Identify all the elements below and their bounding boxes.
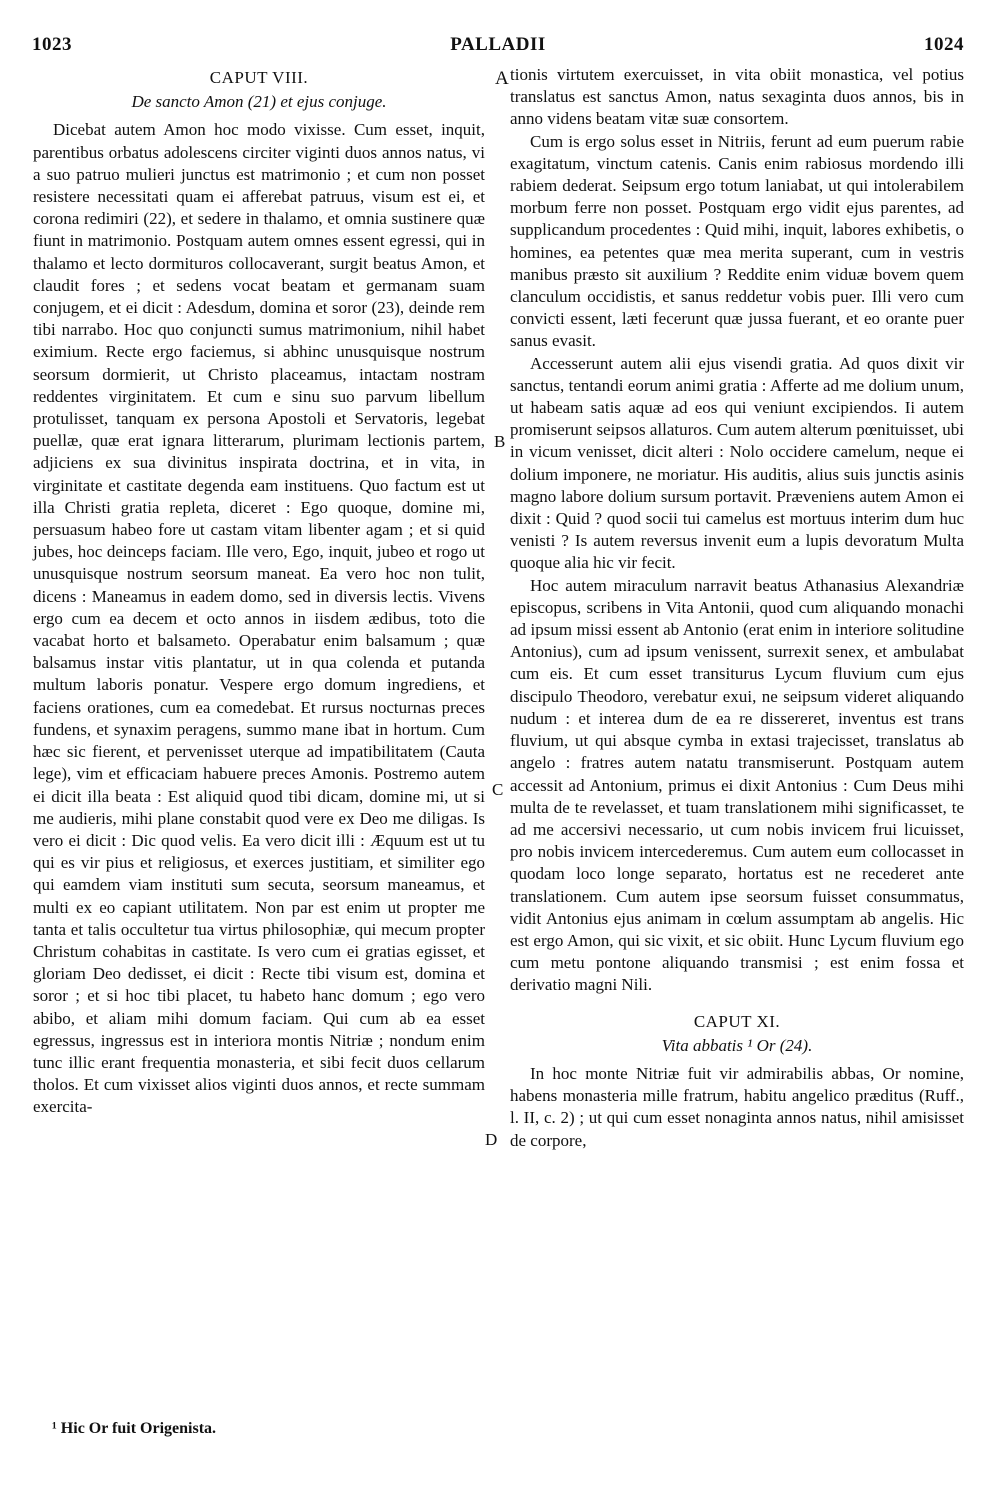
left-column — [33, 64, 485, 1119]
margin-letter-a: A — [495, 68, 509, 89]
right-column — [510, 64, 964, 1152]
body-paragraph: Cum is ergo solus esset in Nitriis, ferunt ad eum puerum rabie exagitatum, vinctum catenis. Canis enim rabiosus mordendo illi rabiem dederat. Seipsum ergo totum laniabat, ut qui intolerabilem morbum ferre non posset. Postquam ergo vidit ejus parentes, ad supplicandum procedentes : Quid mihi, inquit, labores exhibetis, o homines, ea petentes quæ mea merita superant, cum in vestris manibus præsto sit auxilium ? Reddite enim viduæ bovem quem clanculum occidistis, et sanus reddetur vobis puer. Illi vero cum convicti essent, læti fecerunt quæ jussa fuerant, et eo orante puer sanus evasit. — [510, 131, 964, 351]
chapter-heading: CAPUT VIII. — [209, 68, 309, 87]
footnote: ¹ Hic Or fuit Origenista. — [52, 1420, 217, 1437]
body-paragraph: tionis virtutem exercuisset, in vita obiit monastica, vel potius translatus est sanctus Amon, natus sexaginta duos annos, bis in anno videns beatam vitæ suæ consortem. — [510, 65, 964, 129]
margin-letter-d: D — [485, 1130, 498, 1149]
chapter-heading: CAPUT XI. — [693, 1011, 781, 1031]
body-paragraph: Accesserunt autem alii ejus visendi gratia. Ad quos dixit vir sanctus, tentandi eorum animi gratia : Afferte ad me dolium unum, ut habeam satis aquæ ad eos qui veniunt excipiendos. Ii autem promiserunt seipsos allaturos. Cum autem alterum pœnituisset, ubi in vicum venisset, dicit alteri : Nolo occidere camelum, neque ei dolium imponere, ne moriatur. His auditis, alius suis junctis asinis magno labore dolium sursum portavit. Præveniens autem Amon ei dixit : Quid ? quod socii tui camelus est mortuus interim dum huc venisti ? Is autem reversus invenit eum a lupis devoratum Multa quoque alia hic vir fecit. — [510, 353, 964, 573]
margin-letter-c: C — [492, 780, 504, 799]
right-page-number: 1024 — [924, 34, 964, 55]
body-paragraph: In hoc monte Nitriæ fuit vir admirabilis abbas, Or nomine, habens monasteria mille fratrum, habitu angelico præditus (Ruff., l. II, c. 2) ; ut qui cum esset nonaginta annos natus, nihil amisisset de corpore, — [510, 1063, 964, 1150]
left-page-number: 1023 — [32, 34, 72, 55]
chapter-subtitle: De sancto Amon (21) et ejus conjuge. — [131, 92, 387, 112]
body-paragraph: Dicebat autem Amon hoc modo vixisse. Cum esset, inquit, parentibus orbatus adolescens circiter viginti duos annos natus, vi a suo patruo mulieri junctus est matrimonio ; et cum non posset resistere necessitati quam ei afferebat patruus, visum est ei, et corona redimiri (22), et sedere in thalamo, et omnia sustinere quæ fiunt in matrimonio. Postquam autem omnes essent egressi, qui in thalamo et lecto dormituros collocaverant, surgit beatus Amon, et claudit fores ; et sedens vocat beatam et germanam suam conjugem, et ei dicit : Adesdum, domina et soror (23), deinde rem tibi narrabo. Hoc quo conjuncti sumus matrimonium, nihil habet eximium. Recte ergo faciemus, si abhinc unusquisque nostrum seorsum dormierit, ut Christo placeamus, intactam nostram reddentes virginitatem. Et cum e sinu suo parvum libellum protulisset, tanquam ex persona Apostoli et Servatoris, legebat puellæ, quæ erat ignara litterarum, plurimam lectionis partem, adjiciens ex sua divinitus inspirata doctrina, et in vita, in virginitate et castitate degenda eam instituens. Quo factum est ut illa Christi gratia repleta, diceret : Ego quoque, domine mi, persuasum habeo fore ut castam vitam libenter agam ; et si quid jubes, hoc deinceps faciam. Ille vero, Ego, inquit, jubeo et rogo ut unusquisque nostrum seorsum maneat. Ea vero hoc non tulit, dicens : Maneamus in eadem domo, sed in diversis lectis. Vivens ergo cum ea decem et octo annos in iisdem ædibus, toto die vacabat horto et balsameto. Operabatur enim balsamum ; quæ balsamus instar vitis plantatur, ut in qua colenda et putanda multum laboris ponatur. Vespere ergo domum ingrediens, et faciens orationes, cum ea comedebat. Et rursus nocturnas preces fundens, et synaxim peragens, summo mane ibat in hortum. Cum hæc sic fierent, et pervenisset uterque ad impatibilitatem (Cauta lege), vim et efficaciam habuere preces Amonis. Postremo autem ei dicit illa beata : Est aliquid quod tibi dicam, domine mi, ut si me audieris, mihi plane constabit quod vere ex Deo me diligas. Is vero ei dicit : Dic quod velis. Ea vero dicit illi : Æquum est ut tu qui es vir pius et religiosus, et exerces justitiam, et similiter ego qui eamdem viam instituti sum secuta, seorsum maneamus, et multi ex eo capiant utilitatem. Non par est enim ut propter me tanta et talis occultetur tua virtus philosophiæ, qui mecum propter Christum cohabitas in castitate. Is vero cum ei gratias egisset, et gloriam Deo dedisset, ei dicit : Recte tibi visum est, domina et soror ; et si hoc tibi placet, tu habeto hanc domum ; ego vero abibo, et aliam mihi domum faciam. Qui cum ab ea esset egressus, ingressus est in interiora montis Nitriæ ; nondum enim tunc illic erant frequentia monasteria, et sibi fecit duos cellarum tholos. Et cum vixisset alios viginti duos annos, et recte summam exercita- — [33, 120, 485, 1117]
running-header — [32, 34, 964, 64]
margin-letter-b: B — [494, 432, 506, 451]
running-title: PALLADII — [450, 34, 546, 55]
body-paragraph: Hoc autem miraculum narravit beatus Athanasius Alexandriæ episcopus, scribens in Vita Antonii, quod cum aliquando monachi ad ipsum missi essent ab Antonio (erat enim in interiore solitudine Antonius), cum ad ipsum venissent, surrexit senex, et ambulabat cum eis. Et cum esset transiturus Lycum fluvium cum ejus discipulo Theodoro, verebatur exui, ne seipsum videret aliquando nudum : et interea dum de ea re dissereret, inventus est trans fluvium, ut qui absque cymba in extasi trajecisset, translatus ab angelo : fratres autem natatu transmiserunt. Postquam autem accessit ad Antonium, primus ei dixit Antonius : Cum Deus mihi multa de te revelasset, et tuam translationem mihi significasset, te ad me accersivi necessario, ut cum nobis invicem frui licuisset, pro nobis invicem intercederemus. Cum autem eum collocasset in quodam loco longe separato, hortatus est ne recederet ante translationem. Cum autem ipse seorsum fuisset consummatus, vidit Antonius ejus animam in cœlum assumptam ab angelis. Hic est ergo Amon, qui sic vixit, et sic obiit. Hunc Lycum fluvium ego cum metu pontone aliquando transmisi ; est enim fossa et derivatio magni Nili. — [510, 575, 964, 995]
chapter-subtitle: Vita abbatis ¹ Or (24). — [661, 1035, 813, 1055]
